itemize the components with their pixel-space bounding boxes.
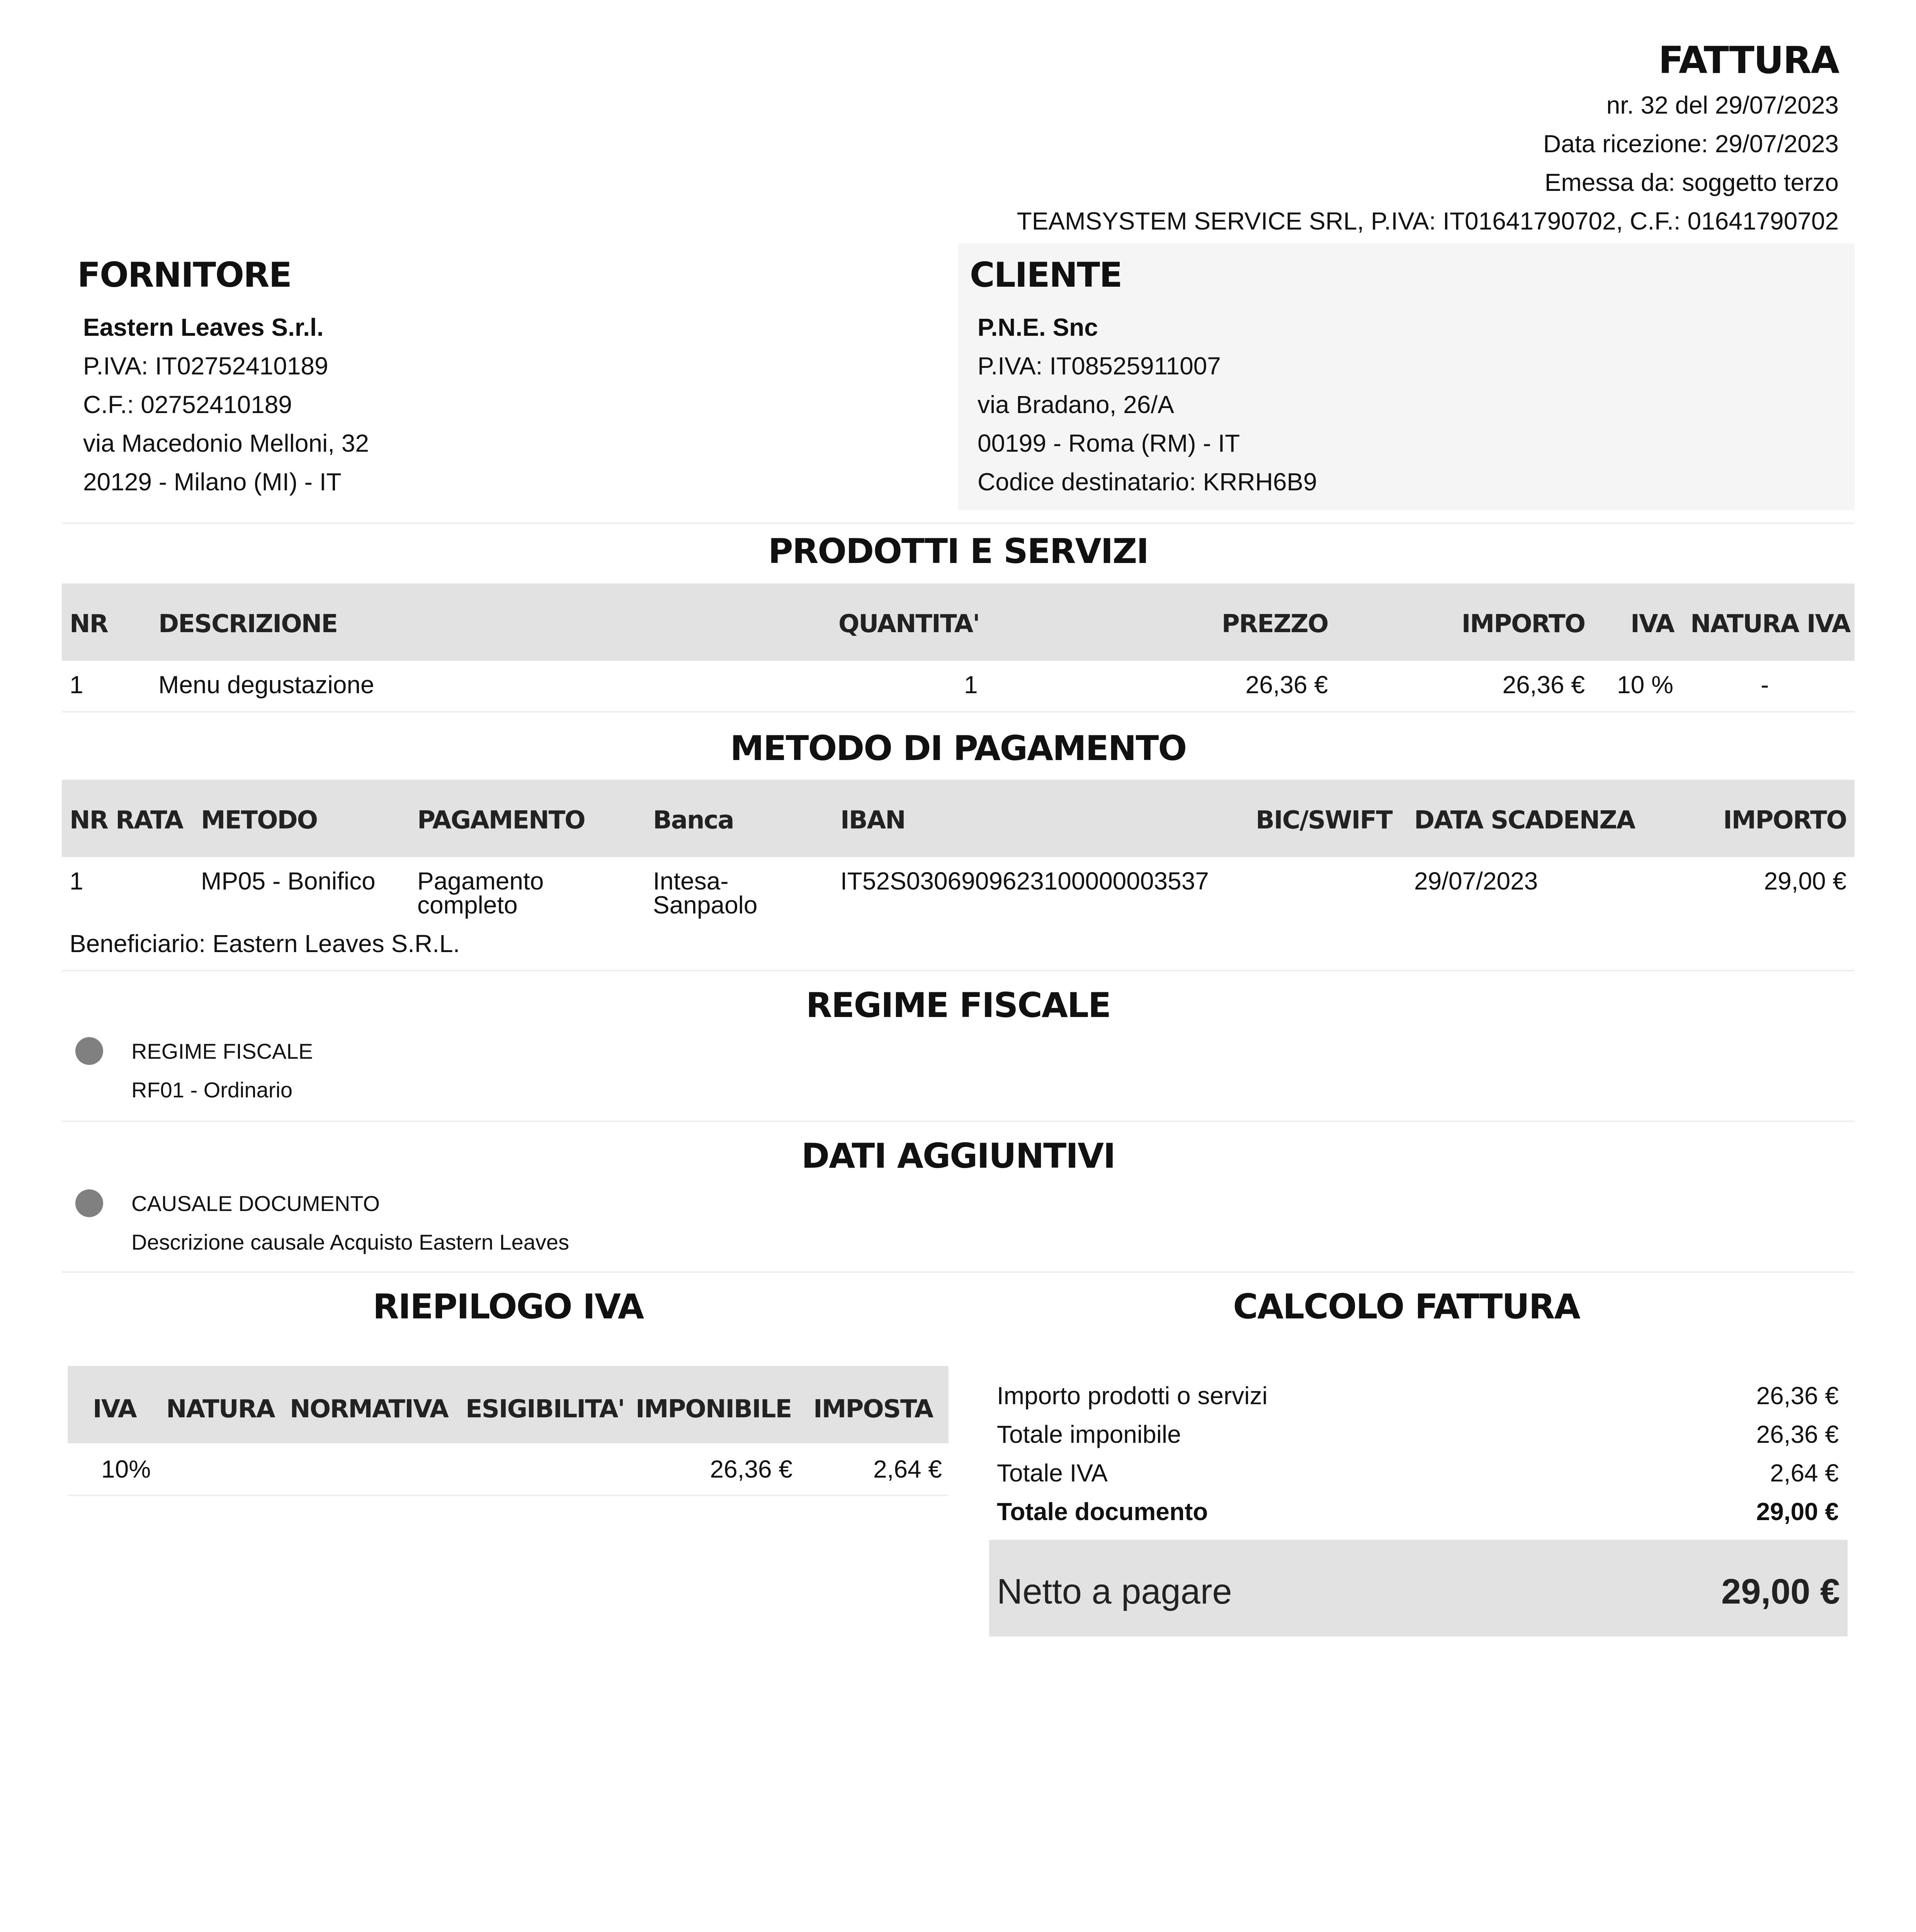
product-vat-nature: -: [1761, 671, 1769, 699]
payment-type-line2: completo: [417, 891, 518, 919]
calc-taxable-label: Totale imponibile: [997, 1420, 1181, 1448]
product-quantity: 1: [964, 671, 978, 699]
supplier-cf: C.F.: 02752410189: [83, 391, 292, 418]
supplier-address: via Macedonio Melloni, 32: [83, 429, 369, 457]
product-amount: 26,36 €: [1502, 671, 1585, 699]
payment-due-date: 29/07/2023: [1414, 867, 1538, 895]
calc-products-value: 26,36 €: [1756, 1382, 1839, 1410]
products-col-description: DESCRIZIONE: [158, 610, 337, 638]
divider: [62, 522, 1855, 524]
payment-col-due-date: DATA SCADENZA: [1414, 806, 1635, 835]
payment-title: METODO DI PAGAMENTO: [730, 728, 1187, 768]
divider: [62, 1271, 1855, 1273]
vat-col-taxable: IMPONIBILE: [636, 1395, 792, 1423]
product-nr: 1: [70, 671, 83, 699]
tax-regime-title: REGIME FISCALE: [806, 985, 1111, 1025]
vat-col-regulation: NORMATIVA: [290, 1395, 448, 1423]
payment-type-line1: Pagamento: [417, 867, 544, 895]
net-payable-value: 29,00 €: [1721, 1572, 1840, 1611]
payment-installment: 1: [70, 867, 83, 895]
invoice-title: FATTURA: [1658, 39, 1839, 82]
tax-regime-label: REGIME FISCALE: [131, 1039, 313, 1063]
document-reason-label: CAUSALE DOCUMENTO: [131, 1191, 380, 1216]
divider: [62, 1121, 1855, 1122]
payment-col-amount: IMPORTO: [1723, 806, 1846, 835]
document-reason-value: Descrizione causale Acquisto Eastern Leaves: [131, 1230, 570, 1254]
products-title: PRODOTTI E SERVIZI: [768, 531, 1148, 571]
supplier-piva: P.IVA: IT02752410189: [83, 352, 328, 380]
vat-col-nature: NATURA: [166, 1395, 275, 1423]
supplier-name: Eastern Leaves S.r.l.: [83, 313, 324, 341]
client-piva: P.IVA: IT08525911007: [978, 352, 1221, 380]
receipt-date: Data ricezione: 29/07/2023: [1543, 130, 1839, 158]
vat-col-rate: IVA: [93, 1395, 136, 1423]
payment-col-bank: Banca: [653, 806, 734, 835]
bullet-dot-icon: [75, 1189, 103, 1217]
calc-vat-value: 2,64 €: [1770, 1459, 1839, 1487]
products-col-vat: IVA: [1630, 610, 1674, 638]
client-block: [958, 243, 1855, 510]
net-payable-label: Netto a pagare: [997, 1572, 1232, 1611]
calc-total-value: 29,00 €: [1756, 1498, 1839, 1526]
divider: [62, 711, 1855, 713]
calc-total-label: Totale documento: [997, 1498, 1208, 1526]
vat-summary-title: RIEPILOGO IVA: [372, 1287, 644, 1327]
payment-method: MP05 - Bonifico: [201, 867, 376, 895]
payment-bank-line2: Sanpaolo: [653, 891, 758, 919]
client-city: 00199 - Roma (RM) - IT: [978, 429, 1240, 457]
vat-rate: 10%: [101, 1455, 151, 1483]
vat-col-chargeability: ESIGIBILITA': [466, 1395, 624, 1423]
payment-col-installment: NR RATA: [70, 806, 183, 835]
client-name: P.N.E. Snc: [978, 313, 1098, 341]
vat-col-tax: IMPOSTA: [813, 1395, 933, 1423]
divider: [68, 1495, 949, 1496]
payment-col-method: METODO: [201, 806, 317, 835]
invoice-calc-title: CALCOLO FATTURA: [1233, 1287, 1580, 1327]
vat-taxable: 26,36 €: [710, 1455, 792, 1483]
client-title: CLIENTE: [970, 255, 1122, 295]
products-col-amount: IMPORTO: [1461, 610, 1585, 638]
client-recipient-code: Codice destinatario: KRRH6B9: [978, 468, 1317, 496]
products-col-nr: NR: [70, 610, 108, 638]
invoice-number: nr. 32 del 29/07/2023: [1606, 91, 1839, 119]
product-description: Menu degustazione: [158, 671, 374, 699]
vat-tax: 2,64 €: [873, 1455, 942, 1483]
payment-col-payment: PAGAMENTO: [417, 806, 585, 835]
net-payable-box: [989, 1540, 1848, 1636]
product-vat: 10 %: [1617, 671, 1673, 699]
issued-by: Emessa da: soggetto terzo: [1544, 168, 1839, 196]
product-price: 26,36 €: [1245, 671, 1328, 699]
client-address: via Bradano, 26/A: [978, 391, 1174, 418]
payment-amount: 29,00 €: [1764, 867, 1846, 895]
payment-col-bic: BIC/SWIFT: [1256, 806, 1392, 835]
divider: [62, 970, 1855, 971]
products-col-quantity: QUANTITA': [838, 610, 979, 638]
payment-col-iban: IBAN: [840, 806, 905, 835]
bullet-dot-icon: [75, 1037, 103, 1065]
payment-beneficiary: Beneficiario: Eastern Leaves S.R.L.: [70, 930, 460, 957]
payment-bank-line1: Intesa-: [653, 867, 729, 895]
third-party-info: TEAMSYSTEM SERVICE SRL, P.IVA: IT01641790702, C.F.: 01641790702: [1017, 207, 1839, 235]
tax-regime-value: RF01 - Ordinario: [131, 1078, 293, 1102]
products-col-price: PREZZO: [1221, 610, 1328, 638]
extra-data-title: DATI AGGIUNTIVI: [801, 1136, 1115, 1176]
products-col-vat-nature: NATURA IVA: [1690, 610, 1850, 638]
supplier-city: 20129 - Milano (MI) - IT: [83, 468, 342, 496]
payment-iban: IT52S0306909623100000003537: [840, 867, 1209, 895]
supplier-title: FORNITORE: [77, 255, 291, 295]
calc-vat-label: Totale IVA: [997, 1459, 1108, 1487]
calc-products-label: Importo prodotti o servizi: [997, 1382, 1268, 1410]
calc-taxable-value: 26,36 €: [1756, 1420, 1839, 1448]
